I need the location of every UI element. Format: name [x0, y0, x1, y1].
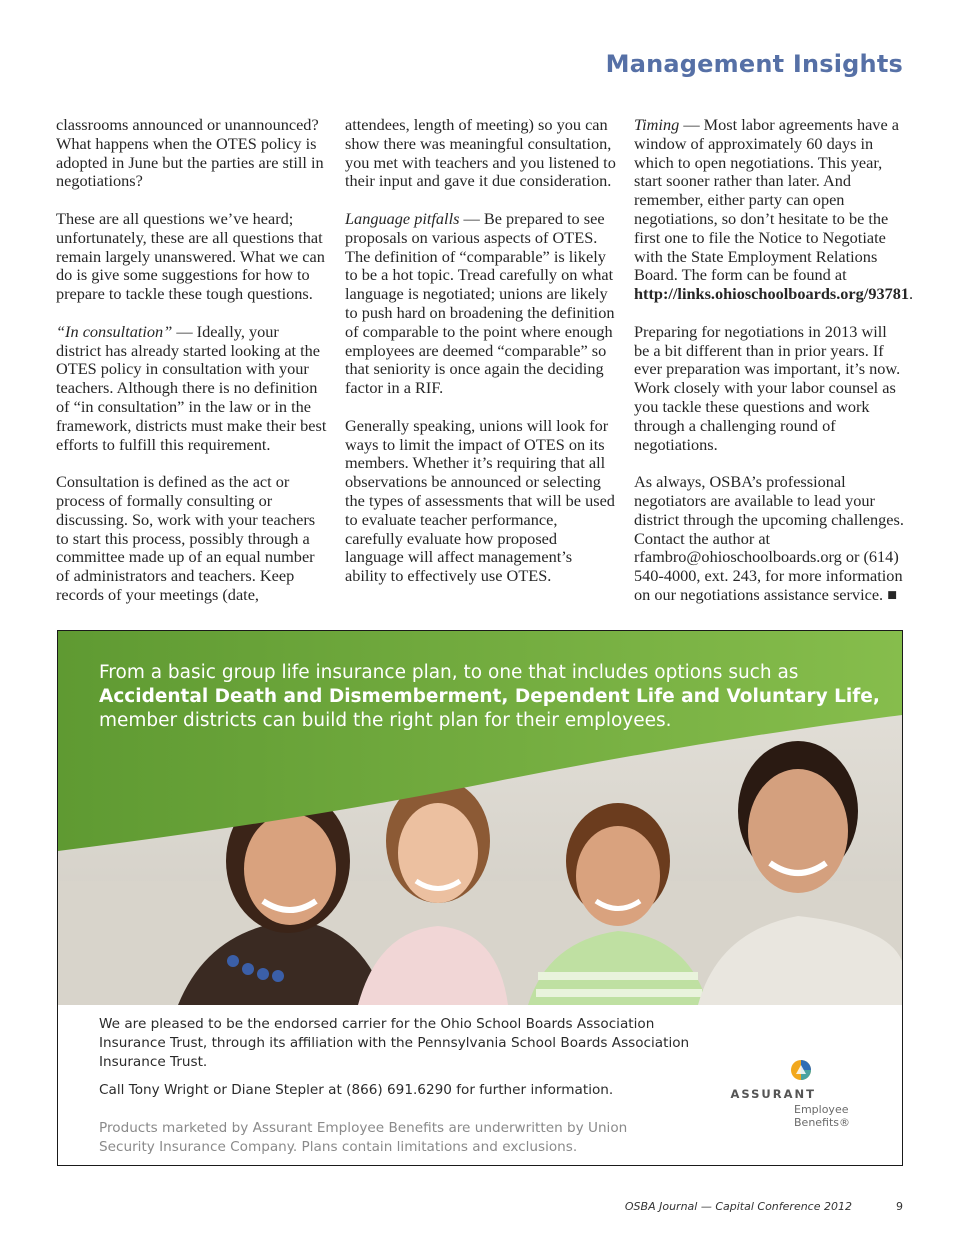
- ad-fine-print: Products marketed by Assurant Employee Benefits are underwritten by Union Security Insurance Company. Plans contain limitations and exclusions.: [99, 1120, 628, 1155]
- paragraph: Generally speaking, unions will look for ways to limit the impact of OTES on its members. Whether it’s requiring that all observations be announced or selecting the types of assessments that will be used to evaluate teacher performance, carefully evaluate how proposed language will affect management’s ability to effectively use OTES.: [345, 415, 615, 586]
- paragraph: Preparing for negotiations in 2013 will be a bit different than in prior years. If ever preparation was important, it’s now. Work closely with your labor counsel as you tackle these questions and work through a challenging round of negotiations.: [634, 321, 901, 454]
- journal-title: OSBA Journal — Capital Conference 2012: [624, 1200, 852, 1213]
- page-footer: [625, 1200, 903, 1213]
- assurant-logo-icon: [790, 1059, 812, 1081]
- article-column-3: [634, 115, 914, 624]
- paragraph: [345, 210, 617, 398]
- paragraph: These are all questions we’ve heard; unfortunately, these are all questions that remain largely unanswered. What we can do is give some suggestions for how to prepare to tackle these tough questions.: [56, 208, 325, 304]
- logo-name: ASSURANT: [730, 1087, 816, 1101]
- ad-headline-line: member districts can build the right plan for their employees.: [99, 710, 672, 731]
- ad-body-text: We are pleased to be the endorsed carrier for the Ohio School Boards Association Insurance Trust, through its affiliation with the Pennsylvania School Boards Association Insurance Trust.: [99, 1016, 690, 1070]
- form-link[interactable]: http://links.ohioschoolboards.org/93781: [634, 284, 910, 304]
- insurance-advertisement: [57, 630, 903, 1166]
- paragraph: attendees, length of meeting) so you can show there was meaningful consultation, you met with teachers and you listened to their input and gave it due consideration.: [345, 115, 616, 191]
- logo-subtitle: [794, 1103, 874, 1129]
- paragraph-lead: Timing: [634, 115, 680, 134]
- paragraph-text: — Most labor agreements have a window of approximately 60 days in which to open negotiations. This year, start sooner rather than later. And remember, either party can open negotiations, so don’t hesitate to be the first one to file the Notice to Negotiate with the State Employment Relations Board. The form can be found at: [634, 115, 899, 285]
- paragraph: [634, 115, 914, 304]
- page-number: 9: [896, 1200, 903, 1213]
- section-title: Management Insights: [605, 50, 903, 78]
- ad-call-to-action: Call Tony Wright or Diane Stepler at (866) 691.6290 for further information.: [99, 1082, 614, 1098]
- paragraph: classrooms announced or unannounced? What happens when the OTES policy is adopted in June but the parties are still in negotiations?: [56, 115, 324, 191]
- logo-subtitle-line: Employee: [794, 1103, 849, 1116]
- ad-headline-line: From a basic group life insurance plan, to one that includes options such as: [99, 662, 799, 683]
- paragraph-text: .: [909, 284, 914, 304]
- article-column-1: [56, 116, 328, 624]
- paragraph: [56, 323, 328, 455]
- paragraph-text: — Be prepared to see proposals on various aspects of OTES. The definition of “comparable” is likely to be a hot topic. Tread carefully on what language is negotiated; unions are likely to push hard on broadening the definition of comparable to the point where enough employees are deemed “comparable” so that seniority is once again the deciding factor in a RIF.: [345, 208, 615, 398]
- paragraph: Consultation is defined as the act or process of formally consulting or discussing. So, work with your teachers to start this process, possibly through a committee made up of an equal number of administrators and teachers. Keep records of your meetings (date,: [56, 472, 316, 604]
- ad-headline: [99, 661, 889, 733]
- paragraph-lead: Language pitfalls: [345, 208, 460, 228]
- paragraph-text: — Ideally, your district has already started looking at the OTES policy in consultation with your teachers. Although there is no definition of “in consultation” in the law or in the framework, districts must make their best efforts to fulfill this requirement.: [56, 321, 327, 454]
- ad-headline-highlight: Accidental Death and Dismemberment, Dependent Life and Voluntary Life,: [99, 686, 880, 707]
- assurant-logo: [728, 1059, 868, 1135]
- paragraph: As always, OSBA’s professional negotiators are available to lead your district through the upcoming challenges. Contact the author at rfambro@ohioschoolboards.org or (614) 540-4000, ext. 243, for more information on our negotiations assistance service. ■: [634, 472, 904, 604]
- article-column-2: [345, 116, 617, 605]
- ad-body: [99, 1015, 699, 1100]
- logo-subtitle-line: Benefits®: [794, 1116, 851, 1129]
- paragraph-lead: “In consultation”: [56, 321, 173, 341]
